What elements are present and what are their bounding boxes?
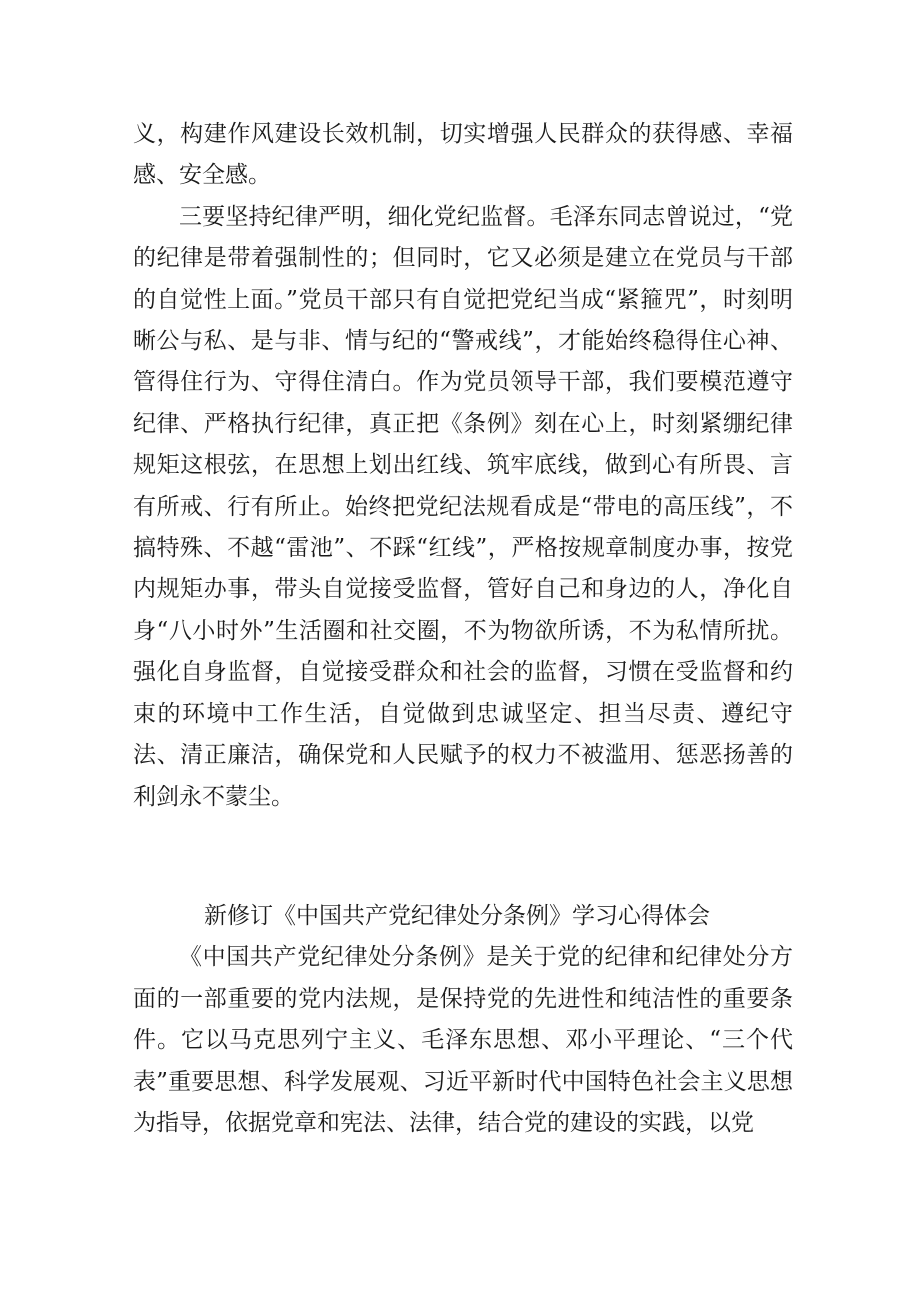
essay-title: 新修订《中国共产党纪律处分条例》学习心得体会 <box>204 903 710 929</box>
continuation-paragraph: 义，构建作风建设长效机制，切实增强人民群众的获得感、幸福感、安全感。 <box>133 121 793 189</box>
body-paragraph-regulation: 《中国共产党纪律处分条例》是关于党的纪律和纪律处分方面的一部重要的党内法规，是保持党的先进性和纯洁性的重要条件。它以马克思列宁主义、毛泽东思想、邓小平理论、“三个代表”重要思想、科学发展观、习近平新时代中国特色社会主义思想为指导，依据党章和宪法、法律，结合党的建设的实践，以党 <box>133 944 793 1137</box>
section-1 <box>133 114 793 818</box>
section-2 <box>133 896 793 1144</box>
body-paragraph-discipline: 三要坚持纪律严明，细化党纪监督。毛泽东同志曾说过，“党的纪律是带着强制性的；但同时，它又必须是建立在党员与干部的自觉性上面。”党员干部只有自觉把党纪当成“紧箍咒”，时刻明晰公与私、是与非、情与纪的“警戒线”，才能始终稳得住心神、管得住行为、守得住清白。作为党员领导干部，我们要模范遵守纪律、严格执行纪律，真正把《条例》刻在心上，时刻紧绷纪律规矩这根弦，在思想上划出红线、筑牢底线，做到心有所畏、言有所戒、行有所止。始终把党纪法规看成是“带电的高压线”，不搞特殊、不越“雷池”、不踩“红线”，严格按规章制度办事，按党内规矩办事，带头自觉接受监督，管好自己和身边的人，净化自身“八小时外”生活圈和社交圈，不为物欲所诱，不为私情所扰。强化自身监督，自觉接受群众和社会的监督，习惯在受监督和约束的环境中工作生活，自觉做到忠诚坚定、担当尽责、遵纪守法、清正廉洁，确保党和人民赋予的权力不被滥用、惩恶扬善的利剑永不蒙尘。 <box>133 203 793 810</box>
